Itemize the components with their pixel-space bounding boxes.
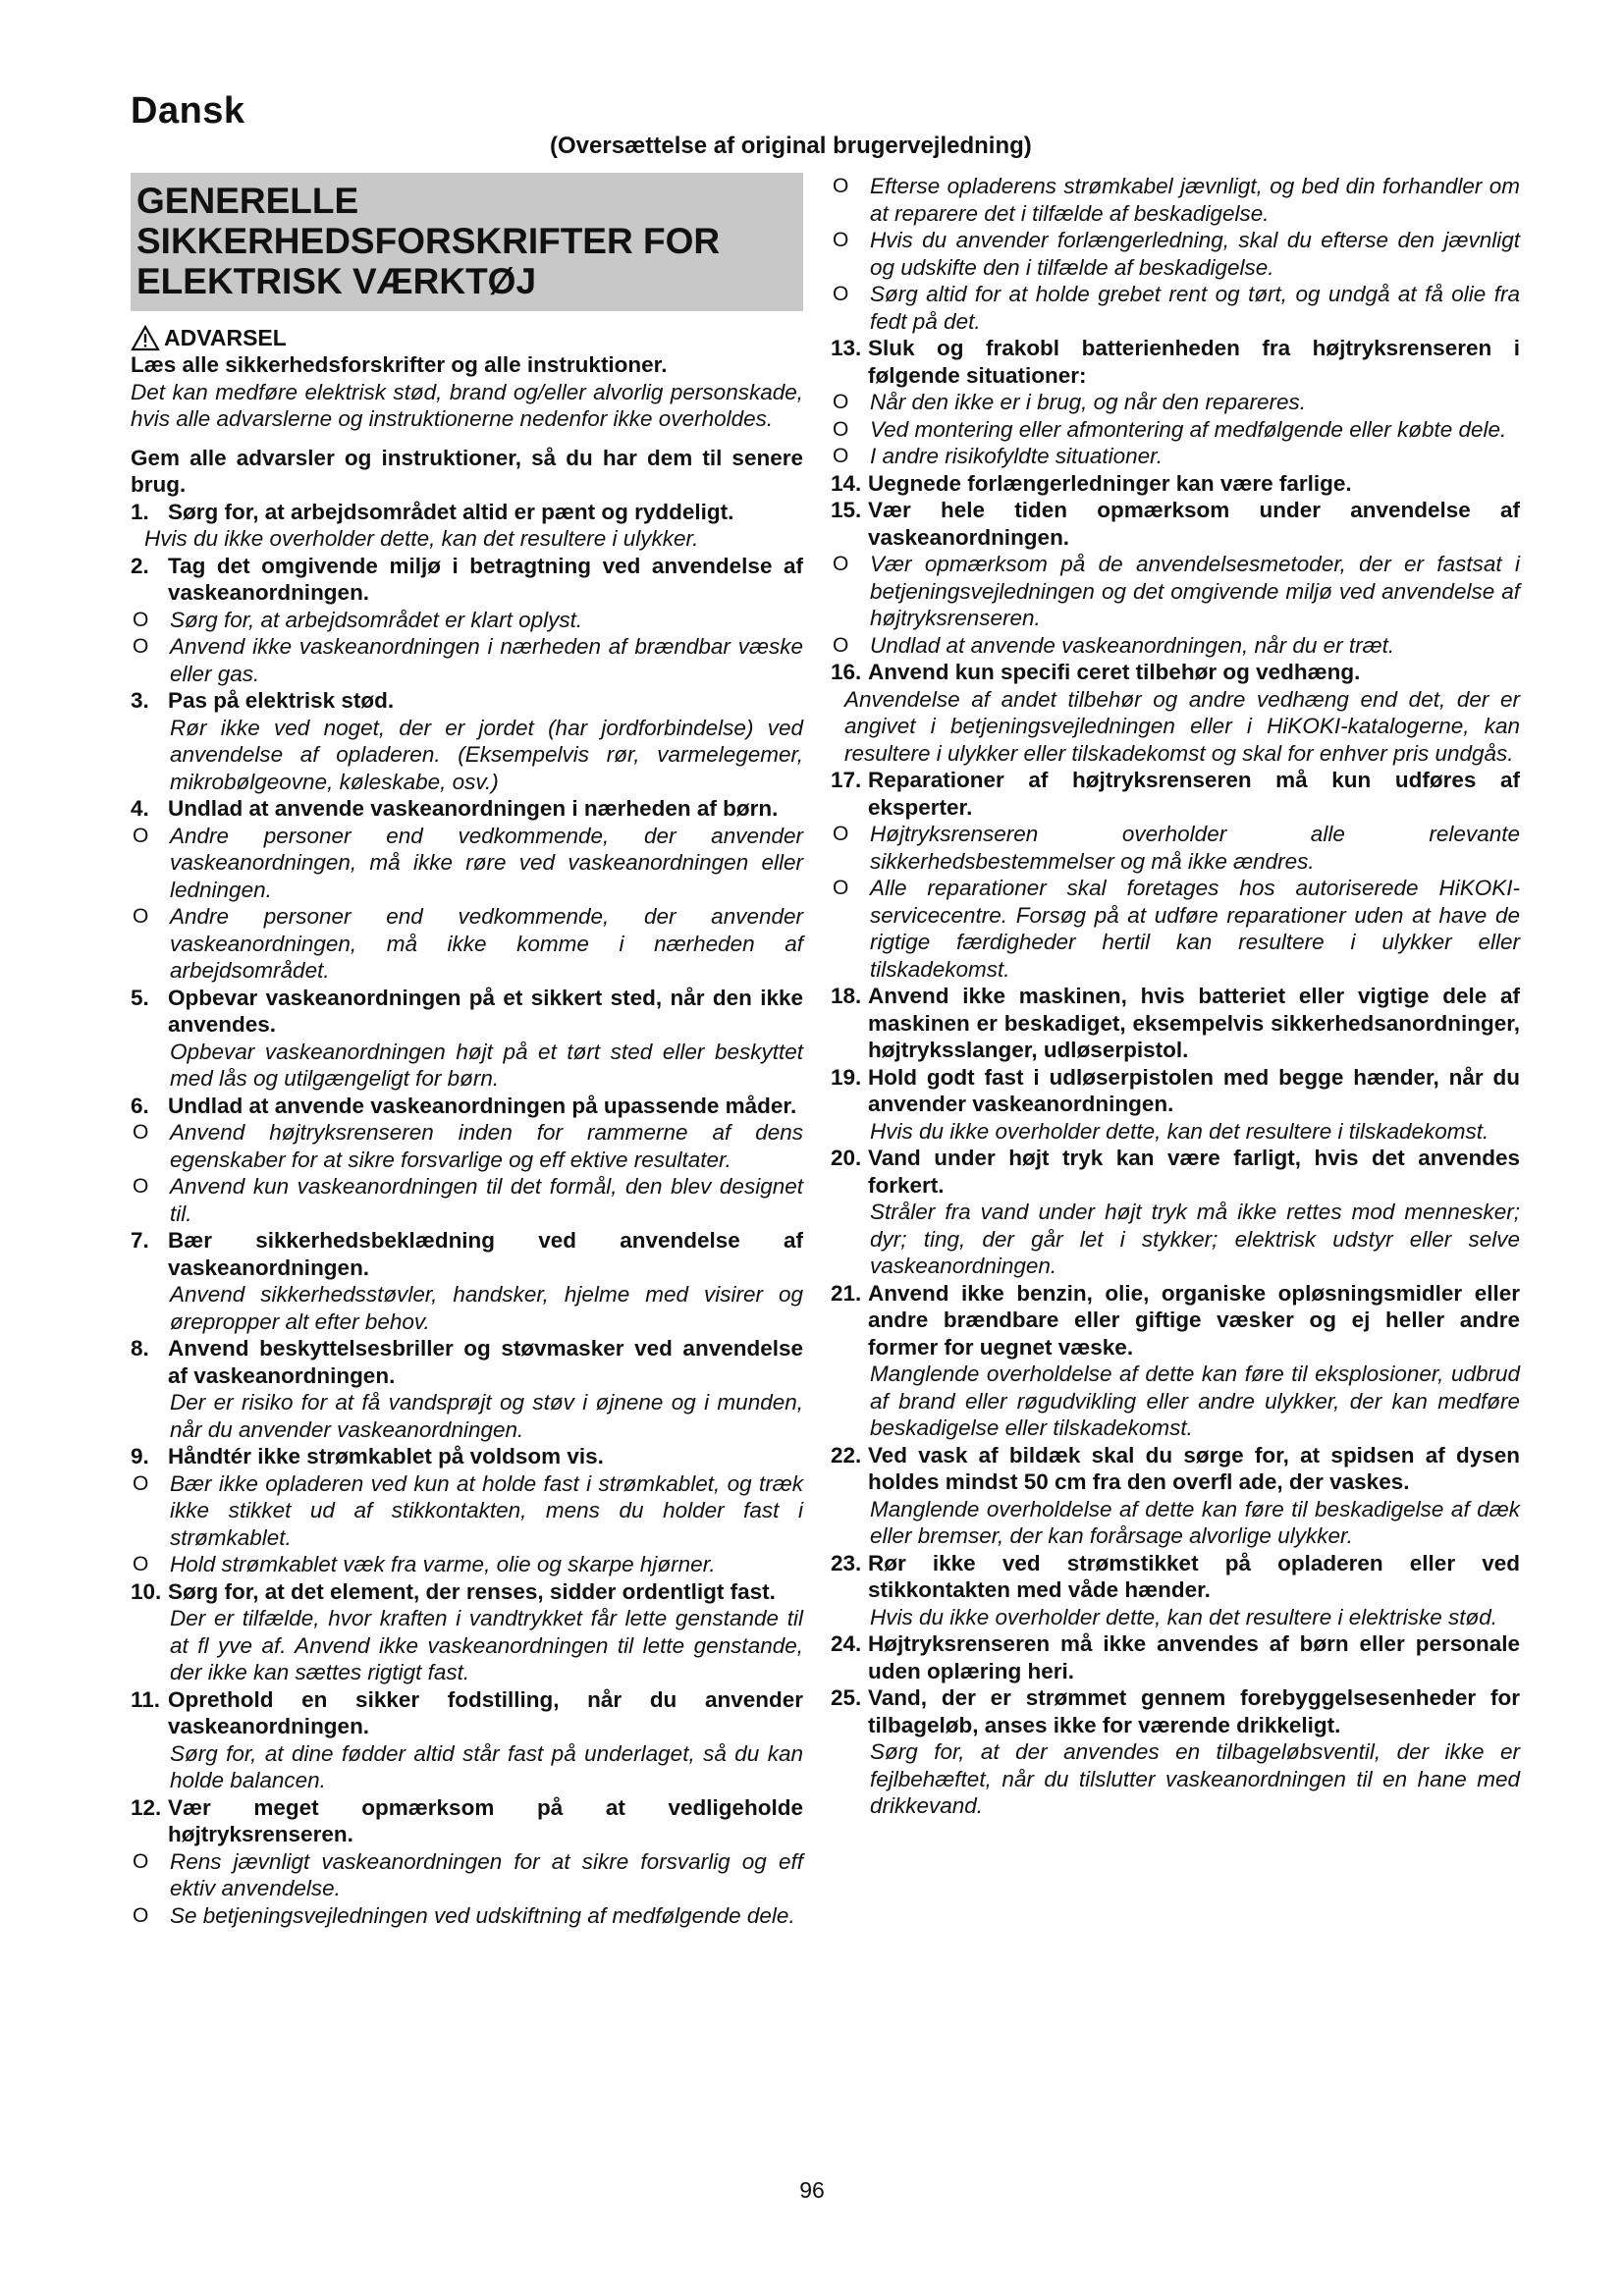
item-note: Hvis du ikke overholder dette, kan det resultere i elektriske stød. — [870, 1604, 1498, 1629]
bullet-item: O Når den ikke er i brug, og når den repareres. — [833, 390, 1306, 414]
list-item: 2. Tag det omgivende miljø i betragtning ved anvendelse af vaskeanordningen. — [131, 553, 803, 605]
bullet-item: O Anvend ikke vaskeanordningen i nærheden af brændbar væske eller gas. — [133, 634, 803, 686]
section-title — [131, 173, 803, 311]
item-note: Der er tilfælde, hvor kraften i vandtrykket får lette genstande til at fl yve af. Anvend ikke vaskeanordningen til lette genstande, der ikke kan sættes rigtigt fast. — [170, 1606, 803, 1684]
warning-text: Det kan medføre elektrisk stød, brand og/eller alvorlig personskade, hvis alle advarslerne og instruktionerne nedenfor ikke overholdes. — [131, 379, 803, 431]
list-item: 17. Reparationer af højtryksrenseren må kun udføres af eksperter. — [831, 768, 1520, 820]
list-item: 9. Håndtér ikke strømkablet på voldsom vis. — [131, 1444, 604, 1468]
item-note: Manglende overholdelse af dette kan føre til eksplosioner, udbrud af brand eller røgudvikling eller andre ulykker, der kan medføre beskadigelse eller tilskadekomst. — [870, 1362, 1520, 1440]
list-item: 23. Rør ikke ved strømstikket på opladeren eller ved stikkontakten med våde hænder. — [831, 1550, 1520, 1602]
section-title-line: GENERELLE — [136, 181, 359, 221]
bullet-item: O Sørg altid for at holde grebet rent og tørt, og undgå at få olie fra fedt på det. — [833, 282, 1520, 334]
list-item: 14. Uegnede forlængerledninger kan være farlige. — [831, 470, 1352, 496]
warning-bold-text: Læs alle sikkerhedsforskrifter og alle instruktioner. — [131, 352, 668, 377]
list-item: 10. Sørg for, at det element, der renses, sidder ordentligt fast. — [131, 1578, 776, 1604]
bullet-item: O Højtryksrenseren overholder alle relevante sikkerhedsbestemmelser og må ikke ændres. — [833, 822, 1520, 874]
item-note: Opbevar vaskeanordningen højt på et tørt sted eller beskyttet med lås og utilgængeligt for børn. — [170, 1039, 803, 1091]
bullet-item: O Andre personer end vedkommende, der anvender vaskeanordningen, må ikke røre ved vaskeanordningen eller ledningen. — [133, 823, 803, 902]
bullet-item: O Efterse opladerens strømkabel jævnligt, og bed din forhandler om at reparere det i tilfælde af beskadigelse. — [833, 174, 1520, 226]
warning-heading — [131, 325, 803, 351]
item-note: Sørg for, at der anvendes en tilbageløbsventil, der ikke er fejlbehæftet, når du tilslutter vaskeanordningen til en hane med drikkevand. — [870, 1739, 1520, 1818]
list-item: 1. Sørg for, at arbejdsområdet altid er pænt og ryddeligt. — [131, 499, 734, 524]
list-item: 18. Anvend ikke maskinen, hvis batteriet eller vigtige dele af maskinen er beskadiget, eksempelvis sikkerhedsanordninger, højtryksslanger, udløserpistol. — [831, 984, 1520, 1062]
warning-triangle-icon — [131, 325, 160, 351]
bullet-item: O Se betjeningsvejledningen ved udskiftning af medfølgende dele. — [133, 1902, 795, 1928]
item-note: Sørg for, at dine fødder altid står fast på underlaget, så du kan holde balancen. — [170, 1740, 803, 1792]
bullet-item: O I andre risikofyldte situationer. — [833, 444, 1164, 468]
list-item: 6. Undlad at anvende vaskeanordningen på upassende måder. — [131, 1093, 797, 1118]
list-item: 3. Pas på elektrisk stød. — [131, 688, 395, 713]
bullet-item: O Undlad at anvende vaskeanordningen, når du er træt. — [833, 632, 1395, 658]
bullet-item: O Hvis du anvender forlængerledning, skal du efterse den jævnligt og udskifte den i tilfælde af beskadigelse. — [833, 228, 1520, 280]
item-note: Der er risiko for at få vandsprøjt og støv i øjnene og i munden, når du anvender vaskeanordningen. — [170, 1390, 803, 1442]
list-item: 13. Sluk og frakobl batterienheden fra højtryksrenseren i følgende situationer: — [831, 336, 1520, 388]
bullet-item: O Anvend kun vaskeanordningen til det formål, den blev designet til. — [133, 1174, 803, 1226]
bullet-item: O Sørg for, at arbejdsområdet er klart oplyst. — [133, 607, 583, 632]
item-note: Hvis du ikke overholder dette, kan det resultere i tilskadekomst. — [870, 1118, 1489, 1144]
bullet-item: O Bær ikke opladeren ved kun at holde fast i strømkablet, og træk ikke stikket ud af stikkontakten, mens du holder fast i strømkablet. — [133, 1470, 803, 1550]
bullet-item: O Andre personer end vedkommende, der anvender vaskeanordningen, må ikke komme i nærheden af arbejdsområdet. — [133, 904, 803, 983]
item-note: Anvend sikkerhedsstøvler, handsker, hjelme med visirer og ørepropper alt efter behov. — [170, 1282, 803, 1334]
left-column — [131, 173, 803, 1929]
warning-label: ADVARSEL — [164, 325, 287, 350]
list-item: 21. Anvend ikke benzin, olie, organiske opløsningsmidler eller andre brændbare eller giftige væsker og ej heller andre former for uegnet væske. — [831, 1280, 1520, 1360]
list-item: 12. Vær meget opmærksom på at vedligeholde højtryksrenseren. — [131, 1794, 803, 1846]
item-note: Hvis du ikke overholder dette, kan det resultere i ulykker. — [144, 526, 699, 551]
section-title-line: ELEKTRISK VÆRKTØJ — [136, 261, 537, 301]
bullet-item: O Hold strømkablet væk fra varme, olie og skarpe hjørner. — [133, 1552, 716, 1576]
list-item: 16. Anvend kun specifi ceret tilbehør og vedhæng. — [831, 660, 1361, 684]
section-title-line: SIKKERHEDSFORSKRIFTER FOR — [136, 221, 721, 261]
list-item: 8. Anvend beskyttelsesbriller og støvmasker ved anvendelse af vaskeanordningen. — [131, 1336, 803, 1388]
bullet-item: O Rens jævnligt vaskeanordningen for at sikre forsvarlig og eff ektiv anvendelse. — [133, 1848, 803, 1900]
page-number: 96 — [799, 2177, 825, 2203]
item-note: Anvendelse af andet tilbehør og andre vedhæng end det, der er angivet i betjeningsvejledningen eller i HiKOKI-katalogerne, kan resultere i ulykker eller tilskadekomst og skal for enhver pris undgås. — [844, 686, 1520, 766]
list-item: 5. Opbevar vaskeanordningen på et sikkert sted, når den ikke anvendes. — [131, 985, 803, 1037]
right-column — [831, 173, 1520, 1820]
list-item: 15. Vær hele tiden opmærksom under anvendelse af vaskeanordningen. — [831, 498, 1520, 550]
list-item: 11. Oprethold en sikker fodstilling, når du anvender vaskeanordningen. — [131, 1686, 803, 1738]
item-note: Stråler fra vand under højt tryk må ikke rettes mod mennesker; dyr; ting, der går let i stykker; elektrisk udstyr eller selve vaskeanordningen. — [870, 1200, 1520, 1278]
list-item: 19. Hold godt fast i udløserpistolen med begge hænder, når du anvender vaskeanordningen. — [831, 1064, 1520, 1116]
translation-subtitle: (Oversættelse af original brugervejledning) — [550, 133, 1032, 159]
item-note: Manglende overholdelse af dette kan føre til beskadigelse af dæk eller bremser, der kan forårsage alvorlige ulykker. — [870, 1496, 1520, 1548]
bullet-item: O Ved montering eller afmontering af medfølgende eller købte dele. — [833, 416, 1507, 442]
list-item: 22. Ved vask af bildæk skal du sørge for, at spidsen af dysen holdes mindst 50 cm fra den overfl ade, der vaskes. — [831, 1442, 1520, 1494]
language-label: Dansk — [131, 90, 245, 132]
list-item: 24. Højtryksrenseren må ikke anvendes af børn eller personale uden oplæring heri. — [831, 1631, 1520, 1683]
bullet-item: O Alle reparationer skal foretages hos autoriserede HiKOKI-servicecentre. Forsøg på at udføre reparationer uden at have de rigtige færdigheder hertil kan resultere i ulykker eller tilskadekomst. — [833, 876, 1520, 982]
list-item: 7. Bær sikkerhedsbeklædning ved anvendelse af vaskeanordningen. — [131, 1228, 803, 1280]
bullet-item: O Vær opmærksom på de anvendelsesmetoder, der er fastsat i betjeningsvejledningen og det omgivende miljø ved anvendelse af højtryksrenseren. — [833, 552, 1520, 630]
item-note: Rør ikke ved noget, der er jordet (har jordforbindelse) ved anvendelse af opladeren. (Eksempelvis rør, varmelegemer, mikrobølgeovne, køleskabe, osv.) — [170, 715, 803, 794]
keep-instructions-text: Gem alle advarsler og instruktioner, så du har dem til senere brug. — [131, 445, 803, 497]
list-item: 4. Undlad at anvende vaskeanordningen i nærheden af børn. — [131, 796, 779, 821]
list-item: 20. Vand under højt tryk kan være farligt, hvis det anvendes forkert. — [831, 1146, 1520, 1198]
bullet-item: O Anvend højtryksrenseren inden for rammerne af dens egenskaber for at sikre forsvarlige og eff ektive resultater. — [133, 1120, 803, 1172]
list-item: 25. Vand, der er strømmet gennem forebyggelsesenheder for tilbageløb, anses ikke for værende drikkeligt. — [831, 1685, 1520, 1737]
